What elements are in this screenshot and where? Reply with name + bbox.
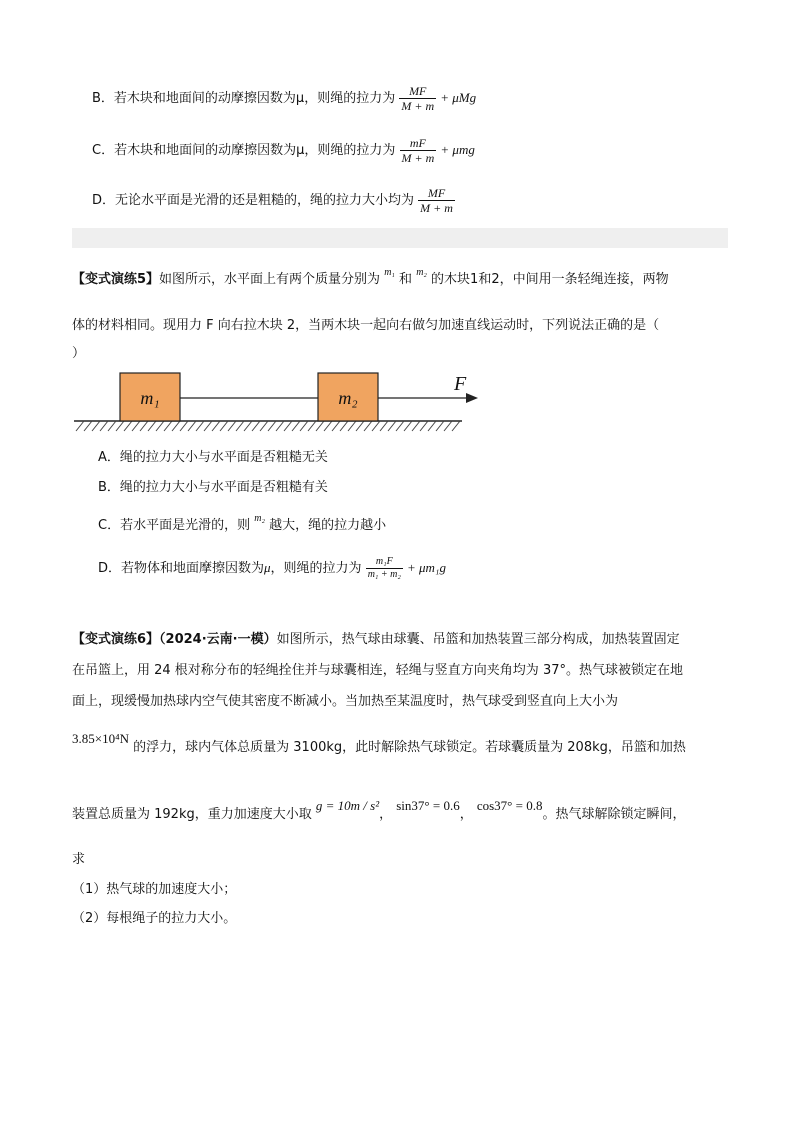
section-divider	[72, 228, 728, 248]
q5-line3: ）	[72, 346, 86, 361]
q5-option-d	[98, 556, 446, 581]
q6-cos-expr: cos37° = 0.8	[476, 798, 543, 813]
fraction-denominator: M + m	[420, 201, 453, 215]
option-b-text: B．若木块和地面间的动摩擦因数为μ，则绳的拉力为	[92, 91, 396, 106]
q5-m1: m₁	[384, 267, 395, 278]
q5-and: 和	[399, 272, 413, 287]
q5-tag: 【变式演练5】	[72, 272, 160, 287]
q6-source: （2024·云南·一模）	[159, 632, 277, 647]
q6-sub2: （2）每根绳子的拉力大小。	[72, 911, 237, 926]
arrow-head-icon	[466, 393, 478, 403]
force-label: F	[454, 373, 467, 395]
q5-option-d-b: ，则绳的拉力为	[270, 561, 362, 576]
q5-line1	[72, 268, 669, 287]
option-b-fraction	[399, 84, 436, 113]
option-c-fraction	[400, 136, 437, 165]
q5-option-a: A．绳的拉力大小与水平面是否粗糙无关	[98, 450, 328, 465]
q5-option-d-a: D．若物体和地面摩擦因数为	[98, 561, 265, 576]
q5-option-d-tail: + μm₁g	[407, 560, 446, 575]
q6-line1-text: 如图所示，热气球由球囊、吊篮和加热装置三部分构成，加热装置固定	[276, 632, 680, 647]
block-2-label: m₂	[338, 388, 358, 408]
q6-g-expr: g = 10m / s²	[315, 798, 380, 813]
q6-line4-text: 的浮力，球内气体总质量为 3100kg，此时解除热气球锁定。若球囊质量为 208kg，吊篮和加热	[133, 740, 686, 755]
fraction-numerator: m₁F	[375, 556, 393, 567]
q5-option-b: B．绳的拉力大小与水平面是否粗糙有关	[98, 480, 328, 495]
fraction-numerator: mF	[409, 136, 426, 150]
fraction-numerator: MF	[427, 186, 446, 200]
q5-option-c-m2: m₂	[254, 513, 265, 524]
q5-option-d-mu: μ	[264, 560, 271, 575]
q6-line6: 求	[72, 852, 86, 867]
q6-line4	[72, 731, 686, 755]
fraction-denominator: M + m	[401, 151, 435, 165]
option-b-tail: + μMg	[440, 90, 477, 105]
option-b	[92, 84, 476, 113]
q6-line5: 装置总质量为 192kg，重力加速度大小取 g = 10m / s²， sin37° = 0.6， cos37° = 0.8。热气球解除锁定瞬间，	[72, 798, 686, 822]
block-1-label: m₁	[140, 388, 160, 408]
option-c-tail: + μmg	[440, 142, 475, 157]
fraction-numerator: MF	[409, 84, 427, 98]
q6-sub1: （1）热气球的加速度大小；	[72, 882, 237, 897]
q6-line1	[72, 628, 680, 647]
q6-line5b: 。热气球解除锁定瞬间，	[542, 807, 686, 822]
q5-m2: m₂	[416, 267, 427, 278]
q5-line2: 体的材料相同。现用力 F 向右拉木块 2，当两木块一起向右做匀加速直线运动时，下列说法正确的是（	[72, 318, 660, 333]
option-d-text: D．无论水平面是光滑的还是粗糙的，绳的拉力大小均为	[92, 193, 415, 208]
q6-line5a: 装置总质量为 192kg，重力加速度大小取	[72, 807, 312, 822]
fraction-denominator: m₁ + m₂	[367, 569, 401, 580]
q5-option-d-fraction	[366, 556, 403, 581]
q5-option-c-a: C．若水平面是光滑的，则	[98, 518, 251, 533]
q6-line2: 在吊篮上，用 24 根对称分布的轻绳拴住并与球囊相连，轻绳与竖直方向夹角均为 37°。热气球被锁定在地	[72, 663, 683, 678]
ground-hatching	[76, 421, 460, 431]
q6-sin-expr: sin37° = 0.6	[396, 798, 460, 813]
option-c-text: C．若木块和地面间的动摩擦因数为μ，则绳的拉力为	[92, 143, 396, 158]
q5-option-c	[98, 514, 386, 533]
q5-line1a: 如图所示，水平面上有两个质量分别为	[159, 272, 381, 287]
option-d	[92, 186, 455, 215]
q6-line3: 面上，现缓慢加热球内空气使其密度不断减小。当加热至某温度时，热气球受到竖直向上大小为	[72, 694, 619, 709]
q6-tag: 【变式演练6】	[72, 632, 160, 647]
option-c	[92, 136, 475, 165]
q5-figure	[70, 368, 490, 434]
q5-option-c-b: 越大，绳的拉力越小	[269, 518, 387, 533]
fraction-denominator: M + m	[401, 99, 435, 113]
q5-line1b: 的木块1和2，中间用一条轻绳连接，两物	[431, 272, 669, 287]
q6-force-value: 3.85×10⁴N	[72, 731, 130, 746]
option-d-fraction	[418, 186, 455, 215]
